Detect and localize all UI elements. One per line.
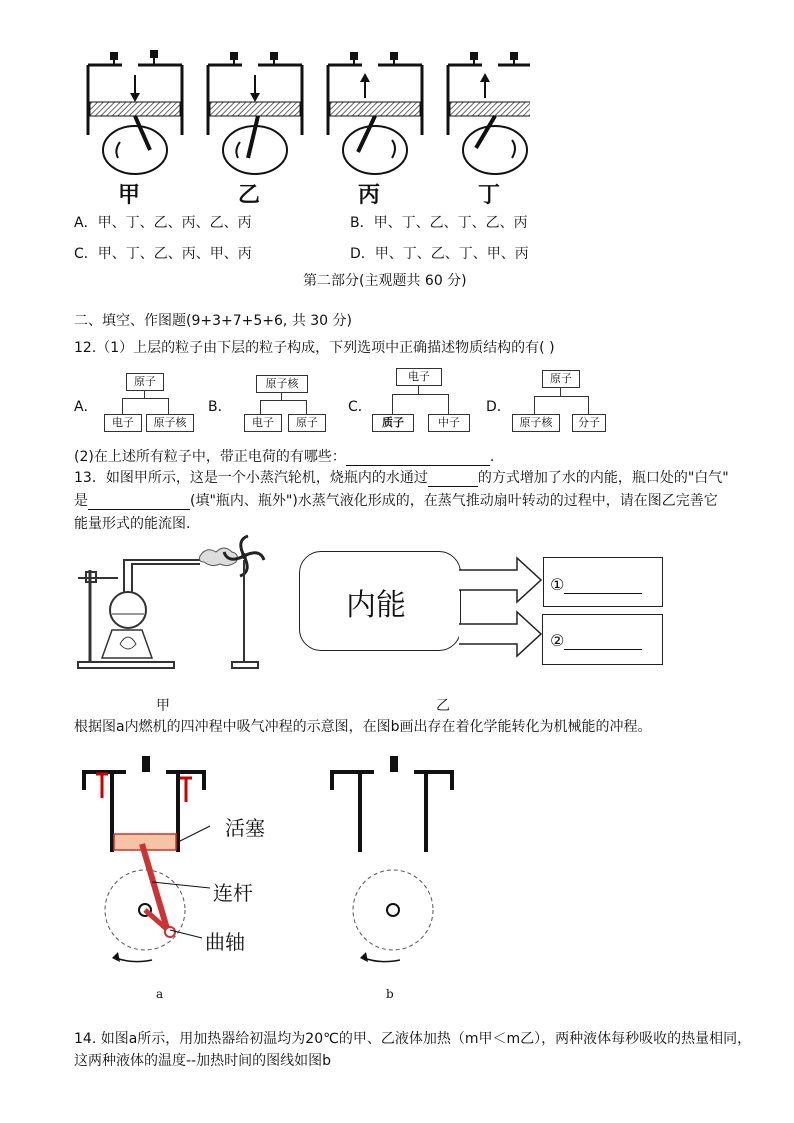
flow-arrows: [459, 552, 543, 662]
figure-label-yi: 乙: [436, 698, 450, 714]
q12-letter-b: B．: [208, 399, 232, 415]
engine-yi: [208, 52, 302, 174]
q12-letter-d: D．: [486, 399, 511, 415]
q12-part2: (2)在上述所有粒子中，带正电荷的有哪些： .: [74, 449, 495, 465]
q12-letter-a: A．: [74, 399, 98, 415]
label-crankshaft: 曲轴: [205, 930, 245, 954]
option-a: A．甲、丁、乙、丙、乙、丙: [74, 215, 252, 231]
engine-figure-a: [82, 752, 312, 977]
engine-figure-b: [330, 752, 460, 977]
answer-blank[interactable]: [564, 579, 642, 594]
option-d: D．甲、丁、乙、丁、甲、丙: [350, 246, 529, 262]
answer-blank[interactable]: [88, 495, 190, 510]
option-b: B．甲、丁、乙、丁、乙、丙: [350, 215, 528, 231]
label-connecting-rod: 连杆: [213, 881, 253, 905]
figure-label-a: a: [156, 987, 164, 1001]
tree-c-right: 中子: [428, 414, 470, 432]
engine-ding: [448, 52, 530, 174]
part2-title: 第二部分(主观题共 60 分): [303, 273, 467, 289]
q14-line1: 14. 如图a所示，用加热器给初温均为20℃的甲、乙液体加热（m甲＜m乙），两种液体每秒吸收的热量相同，: [74, 1031, 752, 1047]
tree-d-left: 原子核: [512, 414, 560, 432]
q14-line2: 这两种液体的温度--加热时间的图线如图b: [74, 1053, 331, 1069]
engine-label-2: 乙: [238, 183, 261, 208]
engine-label-4: 丁: [478, 183, 501, 208]
tree-d-right: 分子: [572, 414, 606, 432]
tree-a-top: 原子: [126, 373, 164, 391]
answer-blank[interactable]: [564, 635, 642, 650]
q13-line3: 能量形式的能流图.: [74, 516, 191, 532]
tree-c-top: 电子: [396, 368, 442, 386]
section2-header: 二、填空、作图题(9+3+7+5+6, 共 30 分): [74, 313, 352, 329]
answer-blank[interactable]: [346, 451, 490, 466]
flow-output-label-1: ①: [550, 575, 642, 594]
flow-main-label: 内能: [346, 588, 406, 623]
tree-b-top: 原子核: [256, 375, 308, 393]
figure-label-b: b: [386, 987, 394, 1001]
engine-jia: [88, 50, 182, 174]
flow-output-label-2: ②: [550, 631, 642, 650]
q13-line1: 13．如图甲所示，这是一个小蒸汽轮机，烧瓶内的水通过 的方式增加了水的内能，瓶口处的"白气": [74, 470, 729, 486]
engine-label-1: 甲: [118, 183, 141, 208]
engine-bing: [328, 52, 422, 174]
figure-label-jia: 甲: [156, 698, 170, 714]
q12-letter-c: C．: [348, 399, 372, 415]
engine-label-3: 丙: [358, 183, 381, 208]
label-piston: 活塞: [225, 816, 265, 840]
tree-a-right: 原子核: [146, 414, 194, 432]
steam-turbine-figure: [72, 534, 272, 674]
q13-line2: 是 (填"瓶内、瓶外")水蒸气液化形成的，在蒸气推动扇叶转动的过程中，请在图乙完善它: [74, 493, 718, 509]
tree-d-top: 原子: [542, 370, 580, 388]
q12-stem: 12.（1）上层的粒子由下层的粒子构成，下列选项中正确描述物质结构的有( ): [74, 340, 555, 356]
tree-c-left: 质子: [372, 414, 414, 432]
tree-b-left: 电子: [244, 414, 282, 432]
answer-blank[interactable]: [428, 472, 478, 487]
tree-a-left: 电子: [104, 414, 142, 432]
option-c: C．甲、丁、乙、丙、甲、丙: [74, 246, 252, 262]
engine-question-text: 根据图a内燃机的四冲程中吸气冲程的示意图，在图b画出存在着化学能转化为机械能的冲程。: [74, 719, 652, 735]
tree-b-right: 原子: [288, 414, 326, 432]
